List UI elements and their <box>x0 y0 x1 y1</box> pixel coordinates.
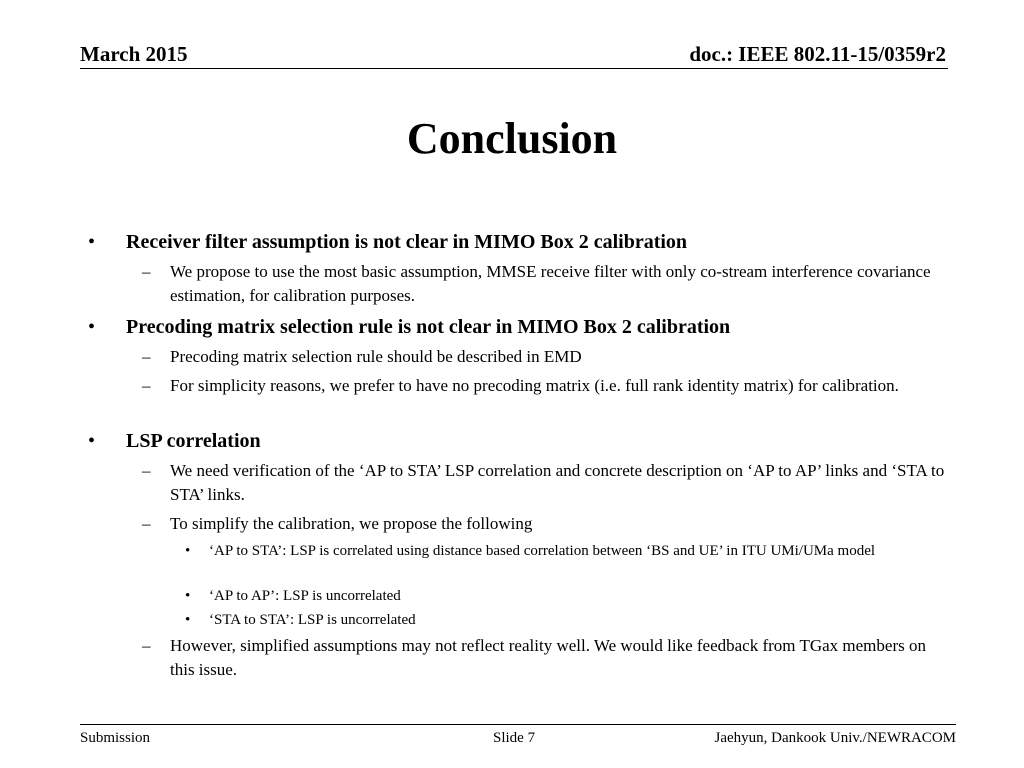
sub-bullet-text: Precoding matrix selection rule should be described in EMD <box>170 347 582 366</box>
sub-bullet-simplify <box>142 512 945 536</box>
footer-slide-number: Slide 7 <box>493 730 536 746</box>
bullet-precoding-matrix <box>88 315 946 339</box>
bullet-text: Precoding matrix selection rule is not clear in MIMO Box 2 calibration <box>126 316 731 338</box>
footer-submission: Submission <box>80 730 151 746</box>
header-divider <box>80 68 948 69</box>
sub-bullet-feedback <box>142 634 945 682</box>
item-text: ‘STA to STA’: LSP is uncorrelated <box>209 612 416 628</box>
dash-marker: – <box>142 347 151 366</box>
sub-bullet-text: We need verification of the ‘AP to STA’ LSP correlation and concrete description on ‘AP to AP’ links and ‘STA to STA’ links. <box>170 461 945 504</box>
bullet-text: Receiver filter assumption is not clear in MIMO Box 2 calibration <box>126 231 688 253</box>
bullet-text: LSP correlation <box>126 430 261 452</box>
dash-marker: – <box>142 636 151 655</box>
dash-marker: – <box>142 376 151 395</box>
item-ap-to-ap <box>185 584 949 608</box>
item-text: ‘AP to AP’: LSP is uncorrelated <box>209 588 401 604</box>
sub-bullet-text: To simplify the calibration, we propose the following <box>170 514 533 533</box>
bullet-marker: • <box>88 316 96 338</box>
sub-bullet-no-precoding <box>142 374 945 398</box>
sub-bullet-text: For simplicity reasons, we prefer to have no precoding matrix (i.e. full rank identity matrix) for calibration. <box>170 376 899 395</box>
dash-marker: – <box>142 461 151 480</box>
sub-bullet-text: However, simplified assumptions may not reflect reality well. We would like feedback from TGax members on this issue. <box>170 636 926 679</box>
dash-marker: – <box>142 514 151 533</box>
header-date: March 2015 <box>80 42 188 66</box>
bullet-marker: • <box>88 231 96 253</box>
footer-divider <box>80 724 956 725</box>
sub-bullet-mmse <box>142 260 945 308</box>
sub-bullet-text: We propose to use the most basic assumption, MMSE receive filter with only co-stream interference covariance estimation, for calibration purposes. <box>170 262 931 305</box>
bullet-marker: • <box>88 430 96 452</box>
small-bullet-marker: • <box>185 612 191 628</box>
bullet-lsp-correlation <box>88 429 946 453</box>
footer-author: Jaehyun, Dankook Univ./NEWRACOM <box>714 730 956 746</box>
item-text: ‘AP to STA’: LSP is correlated using distance based correlation between ‘BS and UE’ in ITU UMi/UMa model <box>209 543 876 559</box>
slide-title: Conclusion <box>406 114 618 163</box>
header-doc-id: doc.: IEEE 802.11-15/0359r2 <box>689 42 946 66</box>
sub-bullet-emd <box>142 345 945 369</box>
sub-bullet-verification <box>142 459 945 507</box>
small-bullet-marker: • <box>185 543 191 559</box>
item-ap-to-sta <box>185 539 949 563</box>
small-bullet-marker: • <box>185 588 191 604</box>
dash-marker: – <box>142 262 151 281</box>
bullet-receiver-filter <box>88 230 946 254</box>
item-sta-to-sta <box>185 608 949 632</box>
